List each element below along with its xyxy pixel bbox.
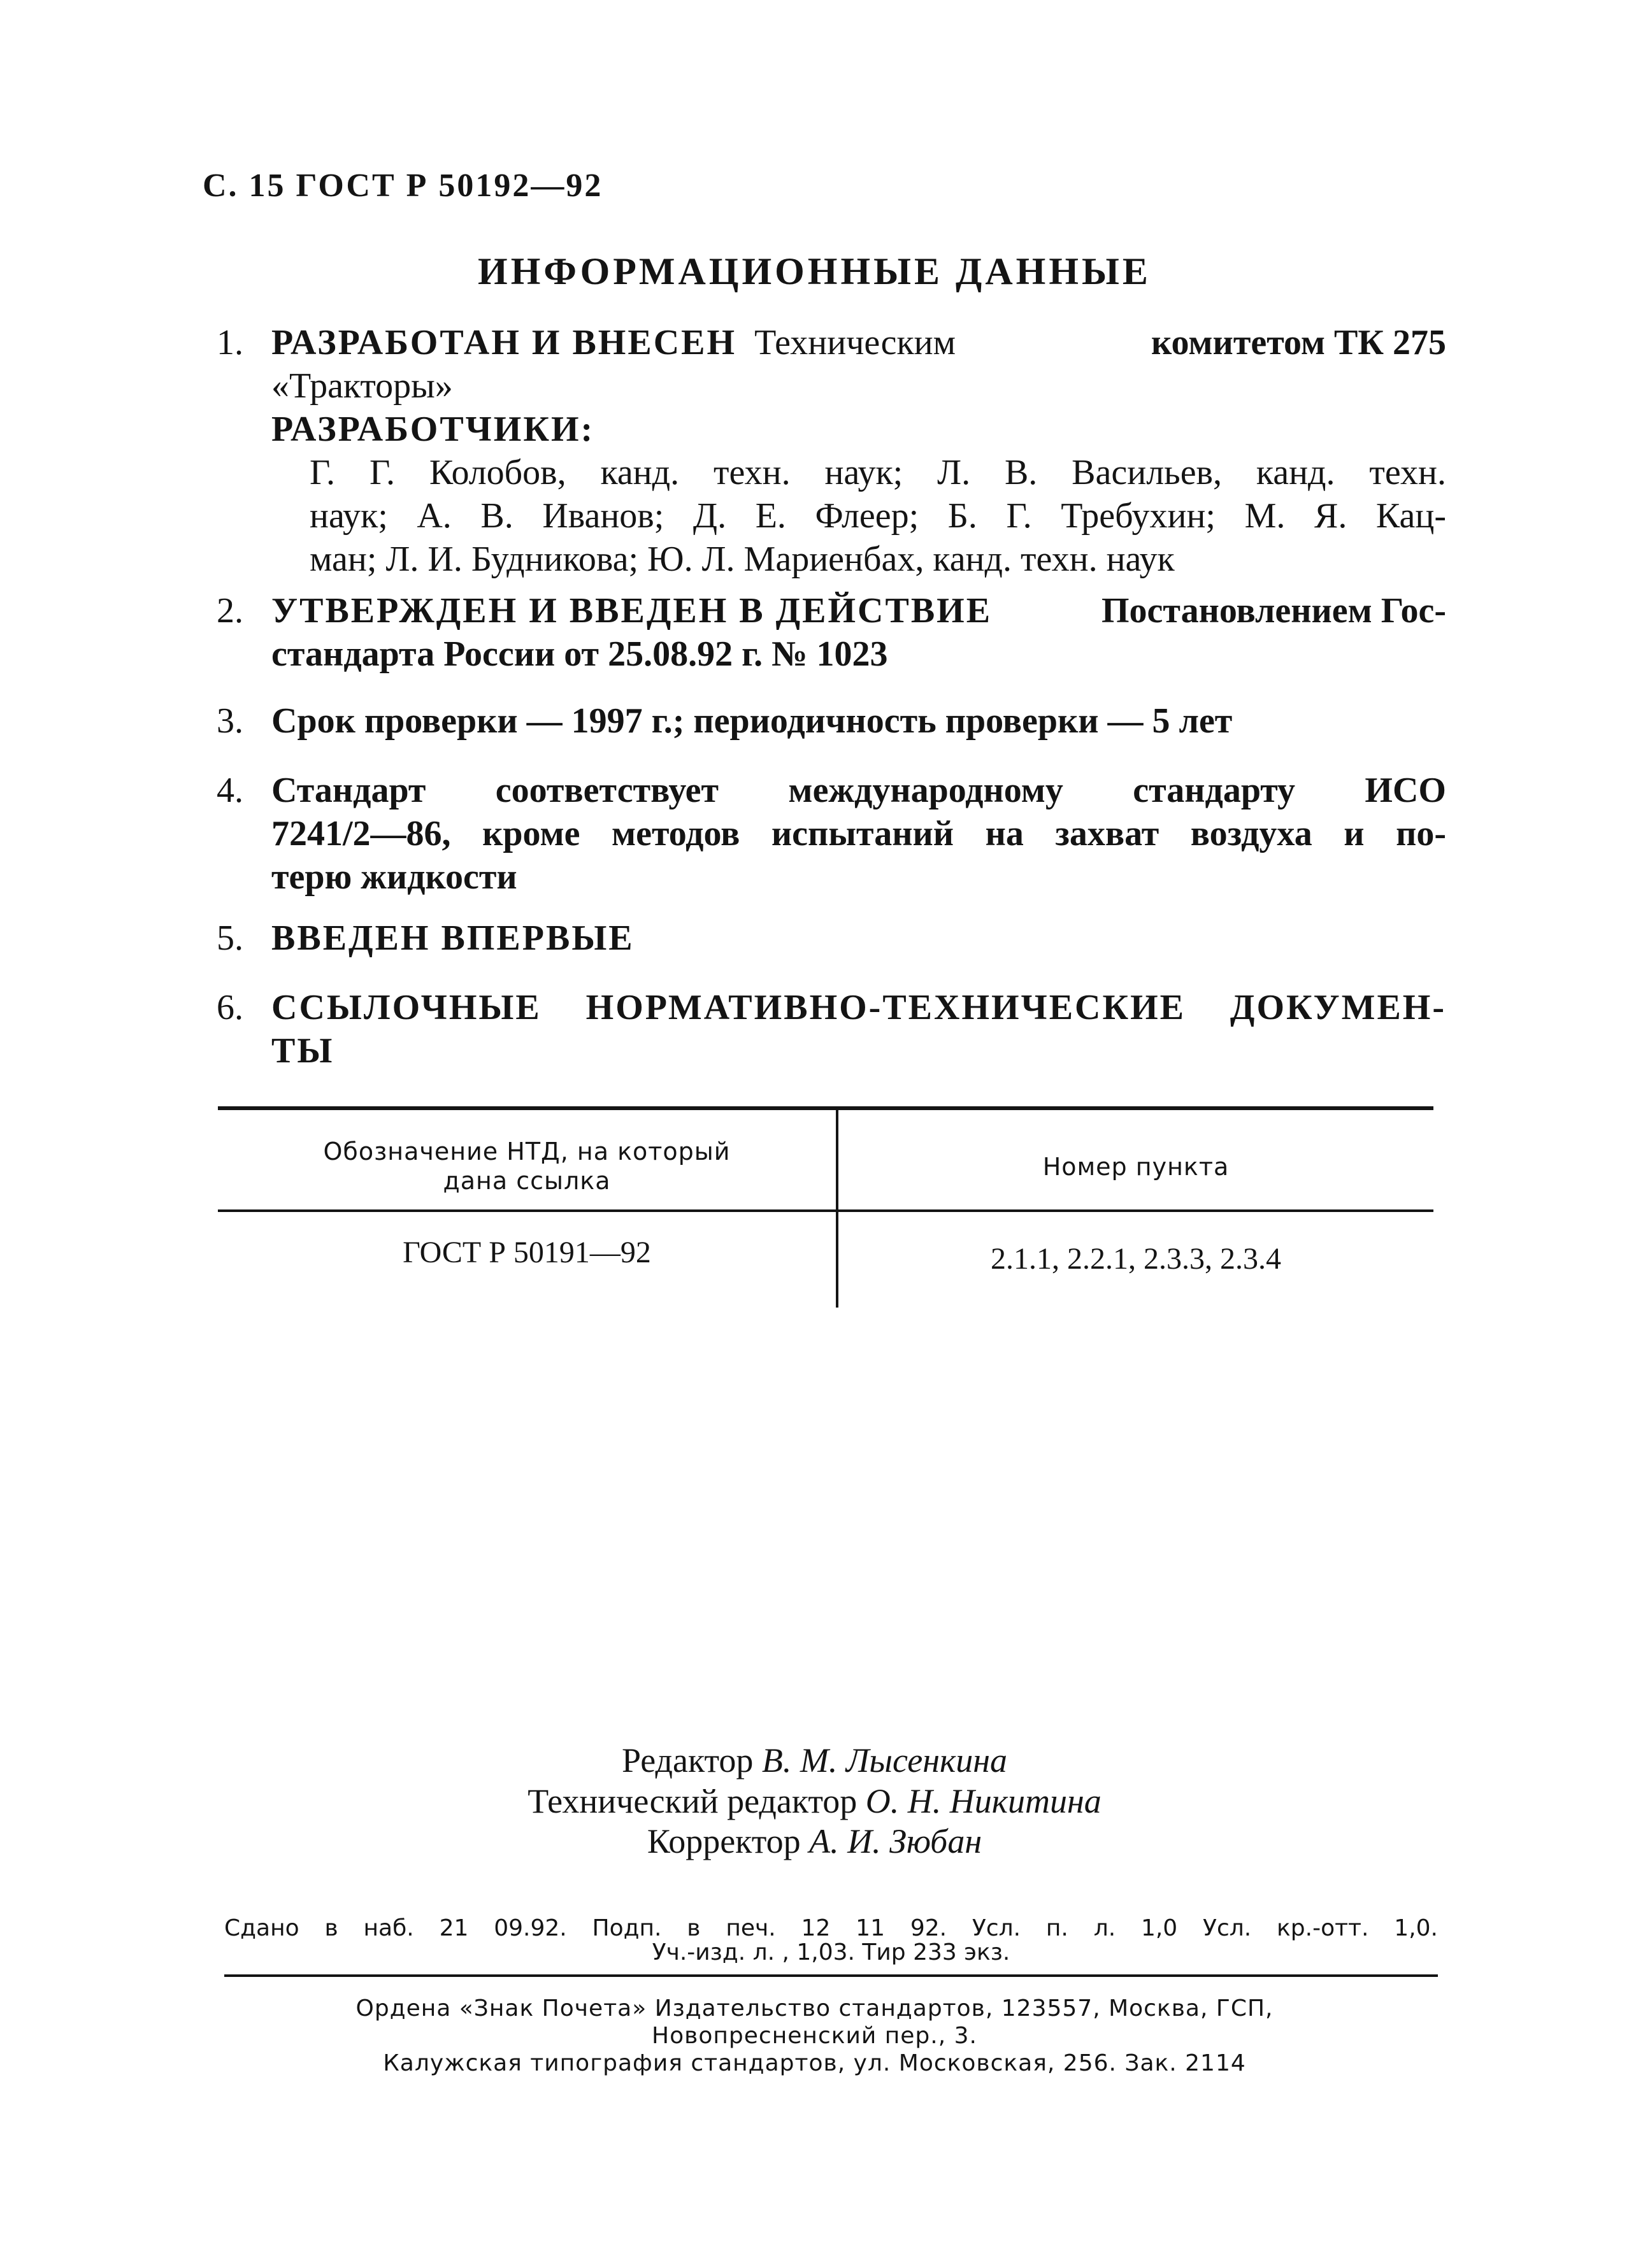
developers-list [310,451,1446,581]
credit-editor [0,1741,1629,1780]
info-item-5 [217,916,1446,960]
info-item-2 [217,589,1446,676]
item-1-rest-a: Техническим [754,323,956,362]
item-1-lead: РАЗРАБОТАН И ВНЕСЕН [271,323,737,362]
publisher-line-1: Ордена «Знак Почета» Издательство стандартов, 123557, Москва, ГСП, [355,1995,1274,2022]
credit-proof-label: Корректор [647,1822,801,1860]
credit-editor-name: В. М. Лысенкина [761,1741,1008,1779]
credit-tech-name: О. Н. Никитина [865,1782,1102,1820]
info-item-1 [217,321,1446,581]
item-number: 3. [217,701,243,741]
item-1-rest-b: комитетом ТК 275 [1151,323,1446,362]
table-header-doc [218,1137,836,1195]
item-4-line-3: терю жидкости [271,857,517,897]
item-6-line-2: ТЫ [271,1031,334,1071]
table-column-divider [836,1110,838,1308]
credit-editor-label: Редактор [621,1741,754,1779]
publisher-line-3: Калужская типография стандартов, ул. Московская, 256. Зак. 2114 [383,2050,1246,2076]
imprint-line-1: Сдано в наб. 21 09.92. Подп. в печ. 12 11 92. Усл. п. л. 1,0 Усл. кр.-отт. 1,0. [224,1915,1438,1941]
item-2-line-1 [271,589,1446,632]
item-1-cont: «Тракторы» [271,366,453,406]
imprint-rule [224,1974,1438,1977]
credit-proof-name: А. И. Зюбан [809,1822,982,1860]
item-number: 5. [217,918,243,958]
table-header-rule [218,1209,1433,1212]
item-4-line-2: 7241/2—86, кроме методов испытаний на захват воздуха и по- [271,814,1446,853]
item-2-rest: Постановлением Гос- [1102,591,1446,631]
info-item-3 [217,699,1446,743]
developers-line-2: наук; А. В. Иванов; Д. Е. Флеер; Б. Г. Требухин; М. Я. Кац- [310,496,1446,536]
item-6-line-1: ССЫЛОЧНЫЕ НОРМАТИВНО-ТЕХНИЧЕСКИЕ ДОКУМЕН- [271,988,1446,1027]
item-5-text: ВВЕДЕН ВПЕРВЫЕ [271,918,635,958]
item-1-line-1 [271,321,1446,364]
table-top-rule [218,1106,1433,1110]
page-title: ИНФОРМАЦИОННЫЕ ДАННЫЕ [478,250,1151,292]
item-2-cont: стандарта России от 25.08.92 г. № 1023 [271,634,888,674]
item-number: 6. [217,988,243,1027]
item-number: 1. [217,323,243,362]
imprint-line-2: Уч.-изд. л. , 1,03. Тир 233 экз. [652,1939,1010,1965]
table-header-clauses: Номер пункта [1042,1153,1230,1181]
credit-tech-label: Технический редактор [527,1782,858,1820]
credit-tech-editor [0,1781,1629,1821]
table-cell-clauses: 2.1.1, 2.2.1, 2.3.3, 2.3.4 [991,1242,1281,1276]
item-3-text: Срок проверки — 1997 г.; периодичность проверки — 5 лет [271,701,1233,741]
item-4-line-1: Стандарт соответствует международному стандарту ИСО [271,771,1446,810]
table-header-doc-line-2: дана ссылка [443,1167,611,1195]
developers-line-1: Г. Г. Колобов, канд. техн. наук; Л. В. Васильев, канд. техн. [310,453,1446,492]
table-cell-doc: ГОСТ Р 50191—92 [403,1236,651,1269]
reference-table [218,1106,1433,1310]
item-2-lead: УТВЕРЖДЕН И ВВЕДЕН В ДЕЙСТВИЕ [271,591,993,631]
info-item-6 [217,986,1446,1073]
item-number: 4. [217,771,243,810]
info-item-4 [217,769,1446,899]
page-header: С. 15 ГОСТ Р 50192—92 [203,168,603,204]
publisher-line-2: Новопресненский пер., 3. [652,2023,977,2049]
table-header-doc-line-1: Обозначение НТД, на который [323,1138,731,1166]
credit-proofreader [0,1822,1629,1861]
item-number: 2. [217,591,243,631]
developers-label: РАЗРАБОТЧИКИ: [271,410,595,449]
developers-line-3: ман; Л. И. Будникова; Ю. Л. Мариенбах, канд. техн. наук [310,539,1175,579]
